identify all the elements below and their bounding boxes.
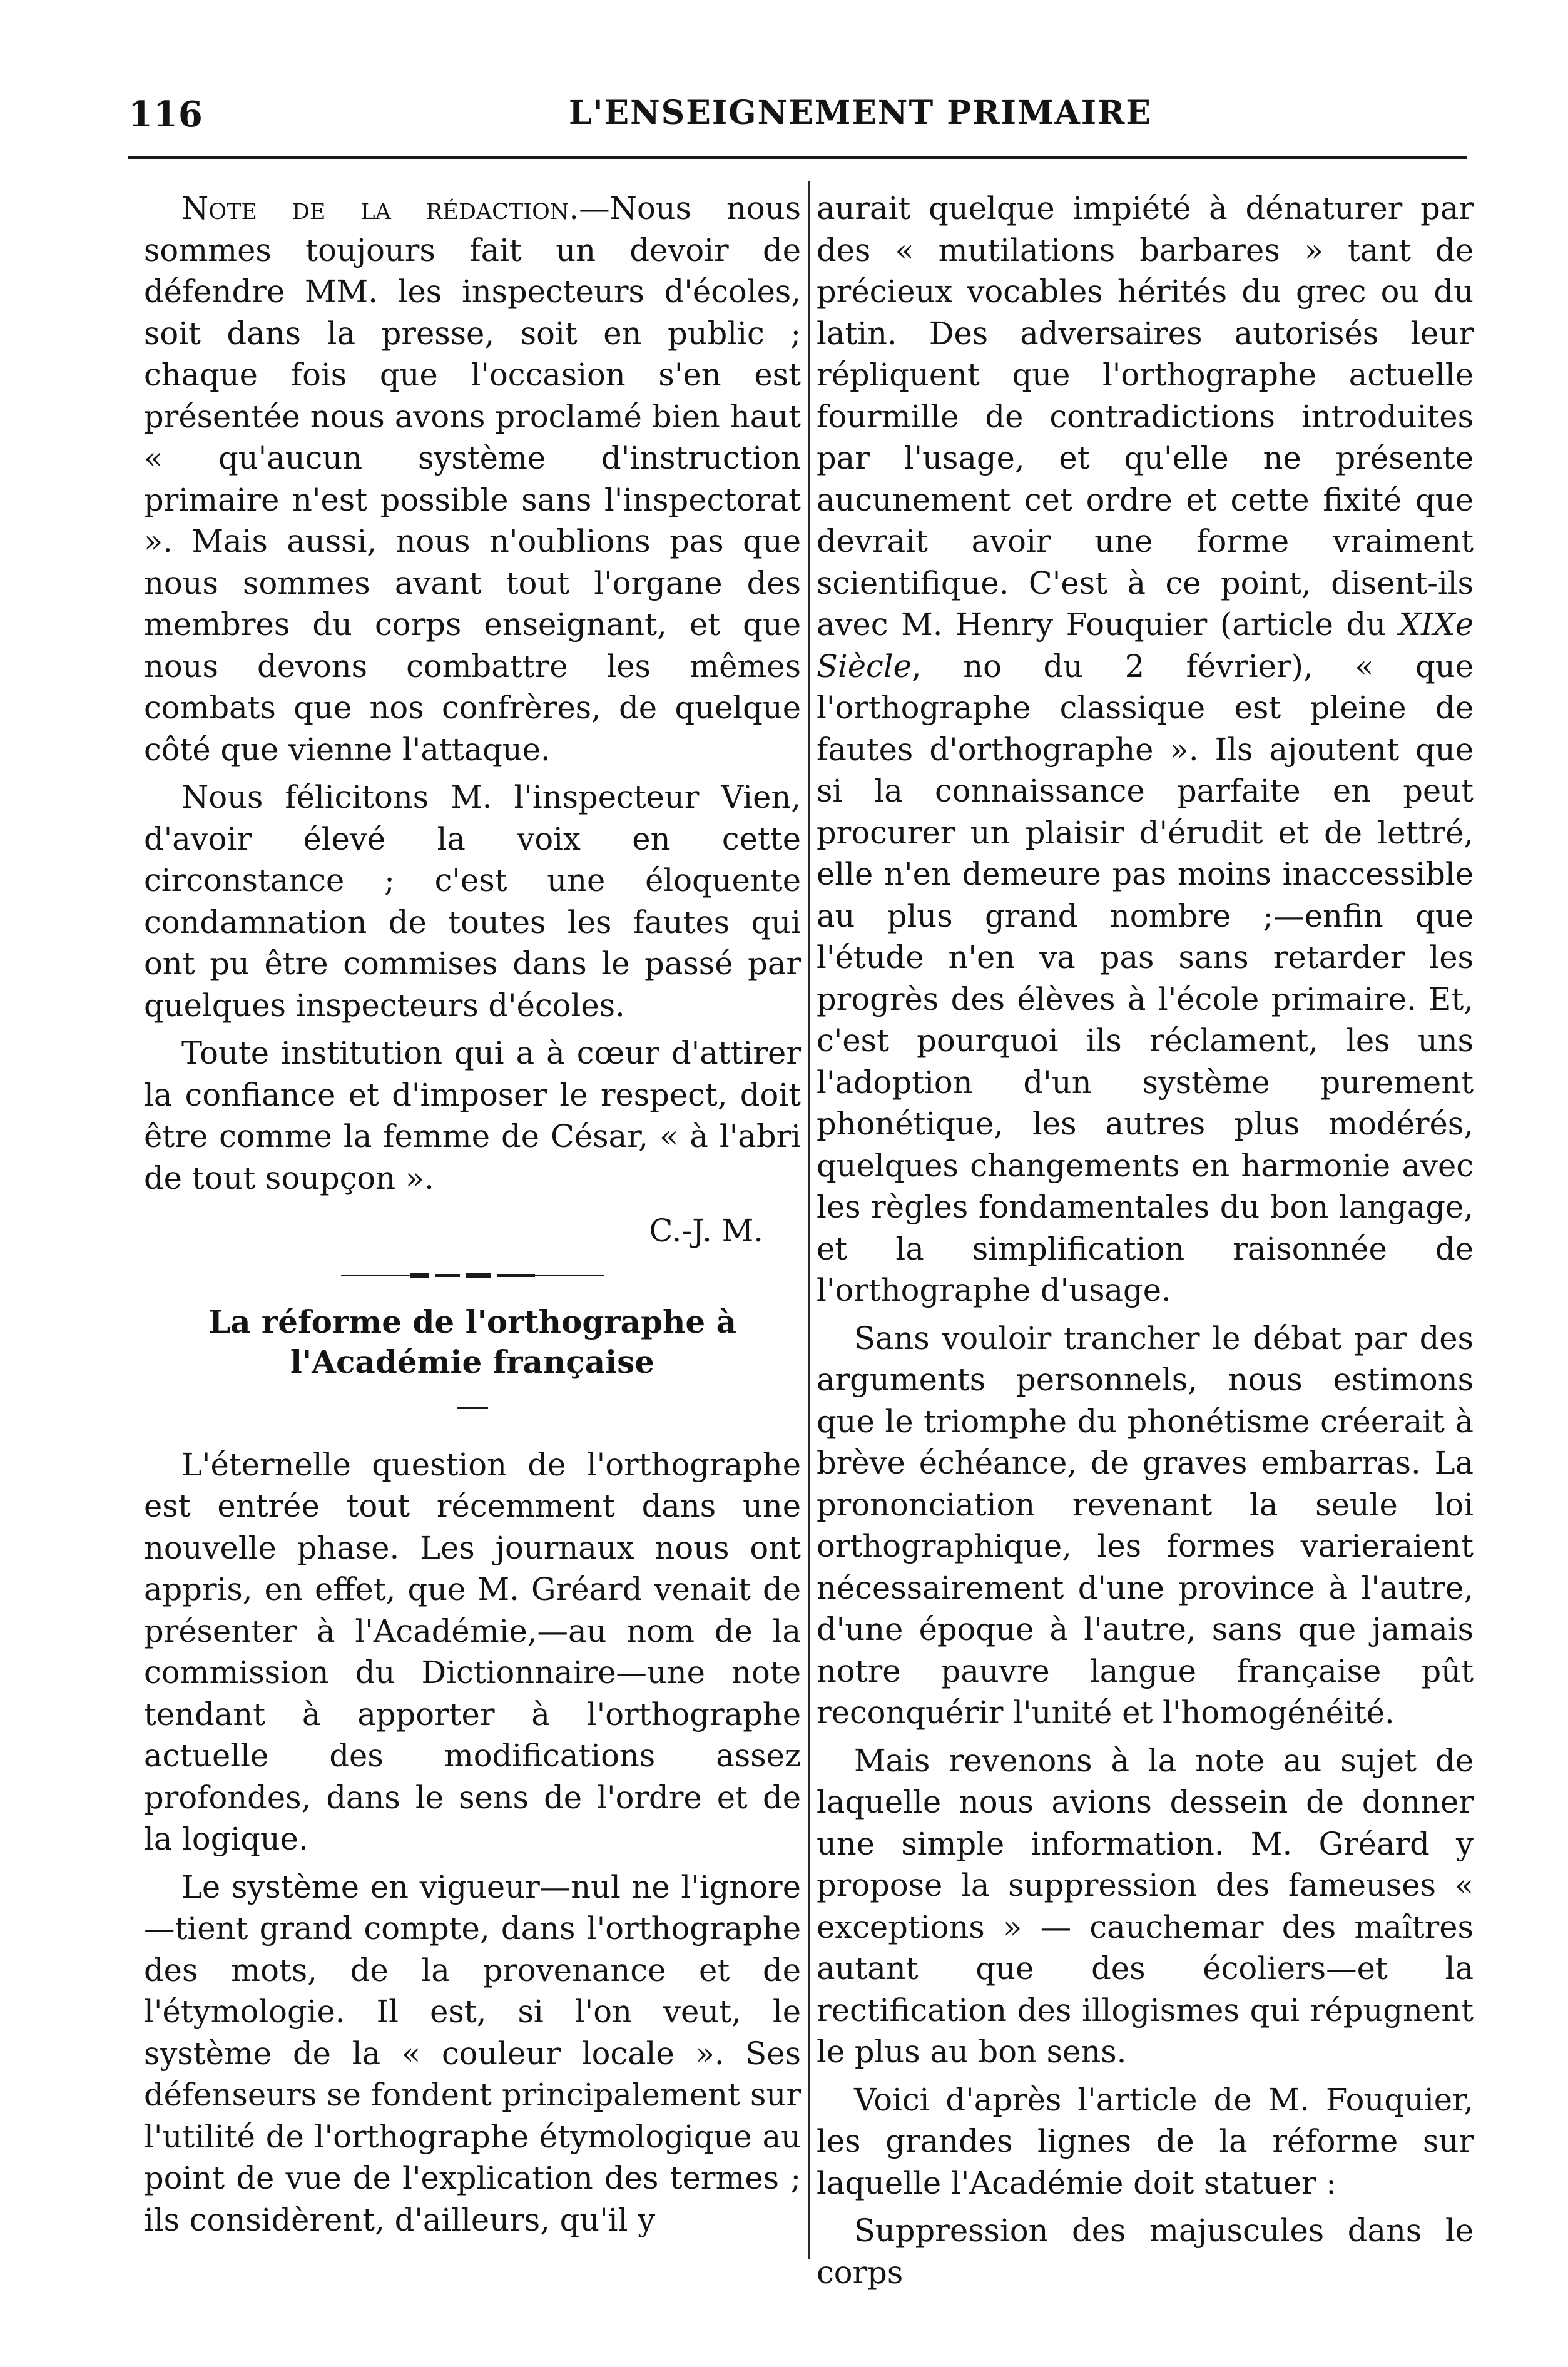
article-paragraph-4: Sans vouloir trancher le débat par des arguments personnels, nous estimons que le triomphe du phonétisme créerait à brève échéance, de graves embarras. La prononciation revenant la seule loi orthographique, les formes varieraient nécessairement d'une province à l'autre, d'une époque à l'autre, sans que jamais notre pauvre langue française pût reconquérir l'unité et l'homogénéité. — [817, 1320, 1474, 1731]
signature: C.-J. M. — [649, 1213, 763, 1249]
running-title: L'ENSEIGNEMENT PRIMAIRE — [569, 94, 1152, 132]
article-paragraph-3 — [817, 188, 1474, 1311]
article-paragraph-7: Suppression des majuscules dans le corps — [817, 2212, 1474, 2291]
left-column — [144, 188, 801, 2247]
editor-note-text: —Nous nous sommes toujours fait un devoir de défendre MM. les inspecteurs d'écoles, soit dans la presse, soit en public ; chaque fois que l'occasion s'en est présentée nous avons proclamé bien haut « qu'aucun système d'instruction primaire n'est possible sans l'inspectorat ». Mais aussi, nous n'oublions pas que nous sommes avant tout l'organe des membres du corps enseignant, et que nous devons combattre les mêmes combats que nos confrères, de quelque côté que vienne l'attaque. — [144, 190, 801, 768]
editor-note-paragraph-2: Nous félicitons M. l'inspecteur Vien, d'avoir élevé la voix en cette circonstance ; c'est une éloquente condamnation de toutes les fautes qui ont pu être commises dans le passé par quelques inspecteurs d'écoles. — [144, 779, 801, 1024]
page-number: 116 — [128, 94, 203, 135]
continued-text-2: , no du 2 février), « que l'orthographe classique est pleine de fautes d'orthographe ». Ils ajoutent que si la connaissance parfaite en peut procurer un plaisir d'érudit et de lettré, elle n'en demeure pas moins inaccessible au plus grand nombre ;—enfin que l'étude n'en va pas sans retarder les progrès des élèves à l'école primaire. Et, c'est pourquoi ils réclament, les uns l'adoption d'un système purement phonétique, les autres plus modérés, quelques changements en harmonie avec les règles fondamentales du bon langage, et la simplification raisonnée de l'orthographe d'usage. — [817, 648, 1474, 1308]
column-divider — [808, 181, 810, 2259]
article-paragraph-6: Voici d'après l'article de M. Fouquier, les grandes lignes de la réforme sur laquelle l'Académie doit statuer : — [817, 2081, 1474, 2201]
title-dash — [457, 1407, 488, 1409]
article-paragraph-5: Mais revenons à la note au sujet de laquelle nous avions dessein de donner une simple information. M. Gréard y propose la suppression des fameuses « exceptions » — cauchemar des maîtres autant que des écoliers—et la rectification des illogismes qui répugnent le plus au bon sens. — [817, 1742, 1474, 2070]
article-paragraph-1: L'éternelle question de l'orthographe est entrée tout récemment dans une nouvelle phase. Les journaux nous ont appris, en effet, que M. Gréard venait de présenter à l'Académie,—au nom de la commission du Dictionnaire—une note tendant à apporter à l'orthographe actuelle des modifications assez profondes, dans le sens de l'ordre et de la logique. — [144, 1446, 801, 1857]
right-column — [817, 188, 1474, 2299]
continued-text: aurait quelque impiété à dénaturer par des « mutilations barbares » tant de précieux vocables hérités du grec ou du latin. Des adversaires autorisés leur répliquent que l'orthographe actuelle fourmille de contradictions introduites par l'usage, et qu'elle ne présente aucunement cet ordre et cette fixité que devrait avoir une forme vraiment scientifique. C'est à ce point, disent-ils avec M. Henry Fouquier (article du — [817, 190, 1474, 643]
newspaper-title: XIXe Siècle — [817, 606, 1474, 685]
editor-note-paragraph-3: Toute institution qui a à cœur d'attirer la confiance et d'imposer le respect, doit être comme la femme de César, « à l'abri de tout soupçon ». — [144, 1035, 801, 1196]
header-rule — [128, 156, 1467, 159]
article-paragraph-2: Le système en vigueur—nul ne l'ignore—tient grand compte, dans l'orthographe des mots, de la provenance et de l'étymologie. Il est, si l'on veut, le système de la « couleur locale ». Ses défenseurs se fondent principalement sur l'utilité de l'orthographe étymologique au point de vue de l'explication des termes ; ils considèrent, d'ailleurs, qu'il y — [144, 1868, 801, 2238]
editor-note-label: Note de la rédaction. — [181, 190, 579, 227]
ornament-divider — [341, 1271, 604, 1280]
editor-note-paragraph — [144, 188, 801, 770]
page-header — [128, 94, 1467, 144]
article-title: La réforme de l'orthographe à l'Académie française — [208, 1303, 737, 1380]
